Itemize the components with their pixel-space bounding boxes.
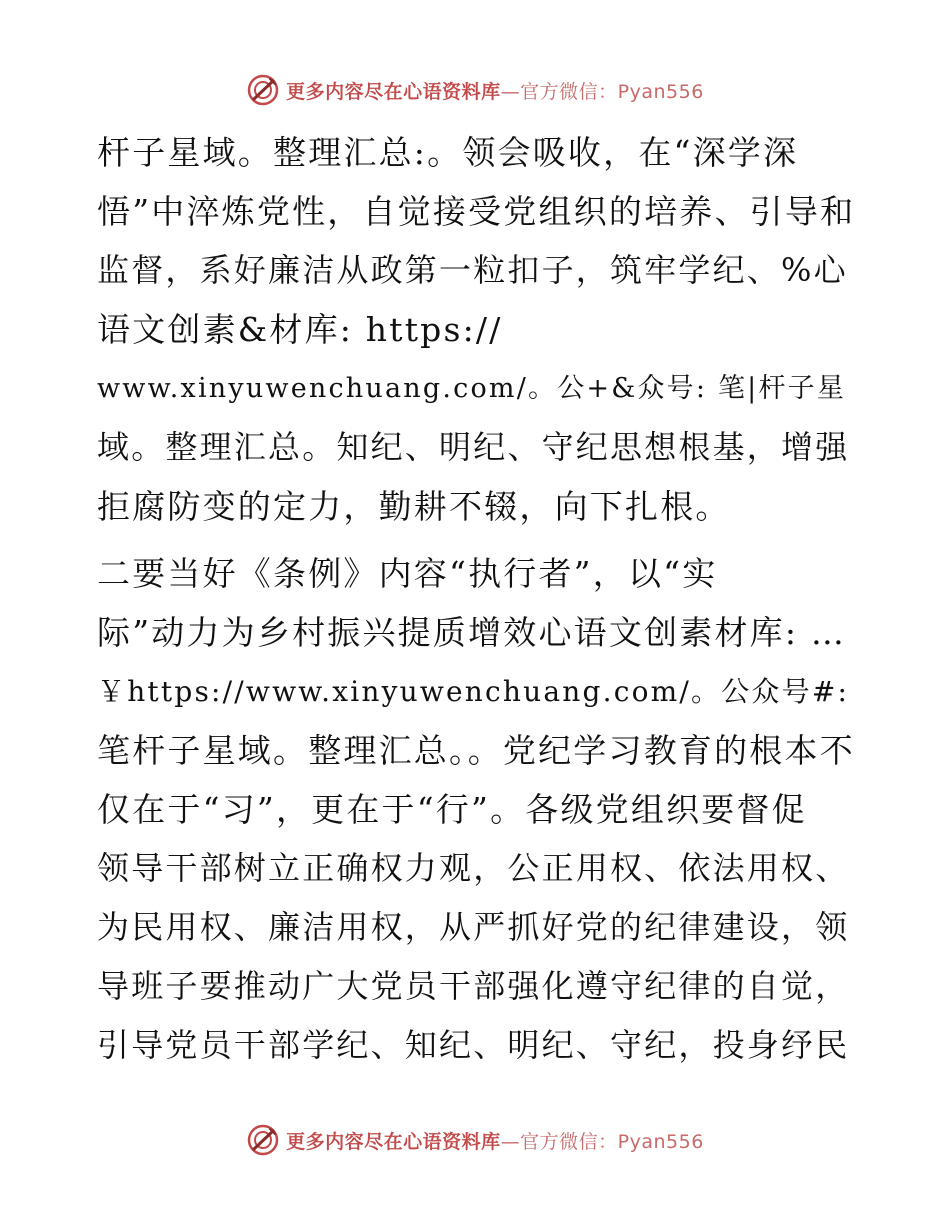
- paragraph-1: [97, 123, 857, 536]
- text-line: 监督，系好廉洁从政第一粒扣子，筑牢学纪、%心: [97, 251, 848, 289]
- text-line: 为民用权、廉洁用权，从严抓好党的纪律建设，领: [97, 908, 850, 946]
- footer-banner: [0, 1120, 950, 1160]
- footer-banner-text: [286, 1127, 704, 1154]
- text-line: 杆子星域。整理汇总:。领会吸收，在“深学深: [97, 133, 799, 172]
- text-line: 拒腐防变的定力，勤耕不辍，向下扎根。: [97, 487, 731, 526]
- text-line: 语文创素&材库: https://: [97, 310, 503, 349]
- text-line: 领导干部树立正确权力观，公正用权、依法用权、: [97, 849, 850, 887]
- text-line: 悟”中淬炼党性，自觉接受党组织的培养、引导和: [97, 192, 856, 231]
- footer-banner-tail: —官方微信：Pyan556: [500, 1130, 704, 1153]
- text-line: 笔杆子星域。整理汇总。。党纪学习教育的根本不: [97, 731, 855, 770]
- text-line: 二要当好《条例》内容“执行者”，以“实: [97, 554, 718, 593]
- paragraph-gap: [97, 536, 857, 544]
- header-banner-text: [286, 77, 704, 104]
- footer-banner-main: 更多内容尽在心语资料库: [286, 1130, 501, 1153]
- paragraph-2: [97, 544, 857, 1075]
- text-line: www.xinyuwenchuang.com/。公+&众号: 笔|杆子星: [97, 373, 847, 404]
- text-line: 引导党员干部学纪、知纪、明纪、守纪，投身纾民: [97, 1026, 850, 1064]
- text-line: 导班子要推动广大党员干部强化遵守纪律的自觉，: [97, 967, 850, 1005]
- text-line: 域。整理汇总。知纪、明纪、守纪思想根基，增强: [97, 428, 850, 466]
- document-body: [97, 123, 857, 1075]
- header-banner: [0, 70, 950, 110]
- text-line: ￥https://www.xinyuwenchuang.com/。公众号#:: [97, 675, 850, 708]
- seal-logo-icon: [246, 73, 280, 107]
- text-line: 仅在于“习”，更在于“行”。各级党组织要督促: [97, 790, 807, 829]
- seal-logo-icon: [246, 1123, 280, 1157]
- header-banner-main: 更多内容尽在心语资料库: [286, 80, 501, 103]
- text-line: 际”动力为乡村振兴提质增效心语文创素材库: …: [97, 613, 847, 652]
- header-banner-tail: —官方微信：Pyan556: [500, 80, 704, 103]
